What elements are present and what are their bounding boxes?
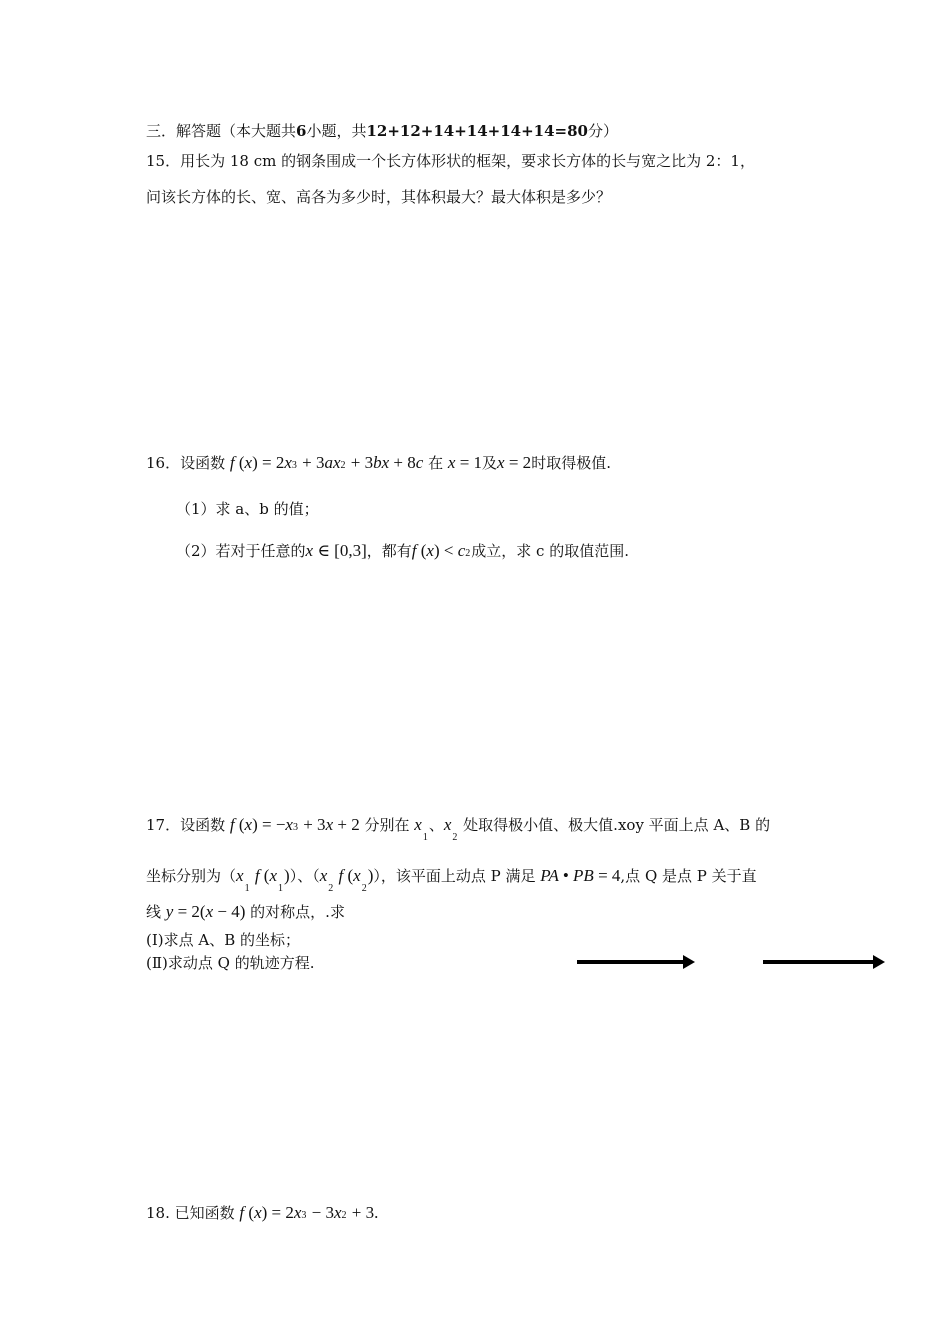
q17-line3 [146,902,345,922]
q17-part1: (Ⅰ)求点 A、B 的坐标； [146,931,301,949]
q16-set: x ∈ [0,3] [305,541,367,560]
q16-inequality: f (x) < c2 [411,541,471,560]
q17-line1: 17．设函数 f (x) = −x3 + 3x + 2 分别在 $x_1$、$x_2$ 处取得极小值、极大值.xoy 平面上点 A、B 的 [146,815,771,843]
q17-coord-e: ,点 Q 是点 P 关于直 [620,867,757,885]
q16-number: 16．设函数 [146,454,226,472]
q16-cond-c: 时取得极值. [531,454,611,472]
q15-line2: 问该长方体的长、宽、高各为多少时，其体积最大？最大体积是多少？ [146,188,612,206]
section-heading-prefix: 三．解答题（本大题共 [146,122,297,140]
q17-number: 17．设函数 [146,816,226,834]
q16-cond-b: 及 [482,454,498,472]
q16-x1: x = 1 [447,453,483,472]
q16-cond-a: 在 [428,454,444,472]
q17-function: f (x) = −x3 + 3x + 2 [229,815,360,834]
q16-stem [146,453,611,476]
q17-point-a: $x_1$ f $(x_1)$ [236,866,290,894]
q17-x1: $x_1$ [414,815,428,843]
vector-arrow-pa [577,960,685,964]
q16-part2-a: （2）若对于任意的 [176,542,306,560]
q17-line-word: 线 [146,903,162,921]
vector-arrow-pb [763,960,875,964]
q16-part2-b: ，都有 [366,542,412,560]
q15-line1: 15．用长为 18 cm 的钢条围成一个长方体形状的框架，要求长方体的长与宽之比为 2：1， [146,152,755,170]
q18-number: 18. 已知函数 [146,1204,235,1222]
q17-text-b: 分别在 [364,816,410,834]
q17-dot-product: PA • PB = 4 [540,866,621,885]
q17-line-equation: y = 2(x − 4) [165,902,246,921]
q16-function: f (x) = 2x3 + 3ax2 + 3bx + 8c [229,453,424,472]
q16-part1: （1）求 a、b 的值； [176,500,319,518]
q17-coord-b: ）、（ [289,867,320,885]
q18-stem [146,1203,378,1226]
q17-coord-c: ），该平面上动点 P 满足 [373,867,536,885]
q16-part2 [176,541,629,564]
q17-x2: $x_2$ [443,815,458,843]
q17-line-tail: 的对称点，.求 [250,903,345,921]
score-breakdown: 12+12+14+14+14+14=80 [366,122,588,140]
q18-function: f (x) = 2x3 − 3x2 + 3. [239,1203,379,1222]
q17-coord-a: 坐标分别为（ [146,867,237,885]
q17-part2: (Ⅱ)求动点 Q 的轨迹方程. [146,954,315,972]
q17-line2 [146,866,757,894]
q17-text-c: 处取得极小值、极大值. [463,816,618,834]
q16-x2: x = 2 [497,453,532,472]
question-count: 6 [296,122,307,140]
q17-text-d: xoy 平面上点 A、B 的 [617,816,771,834]
section-heading-suffix: 分） [588,122,619,140]
q17-point-b: $x_2$ f $(x_2)$ [319,866,374,894]
section-heading [146,121,618,141]
q16-part2-c: 成立，求 c 的取值范围. [471,542,629,560]
section-heading-mid: 小题，共 [306,122,367,140]
